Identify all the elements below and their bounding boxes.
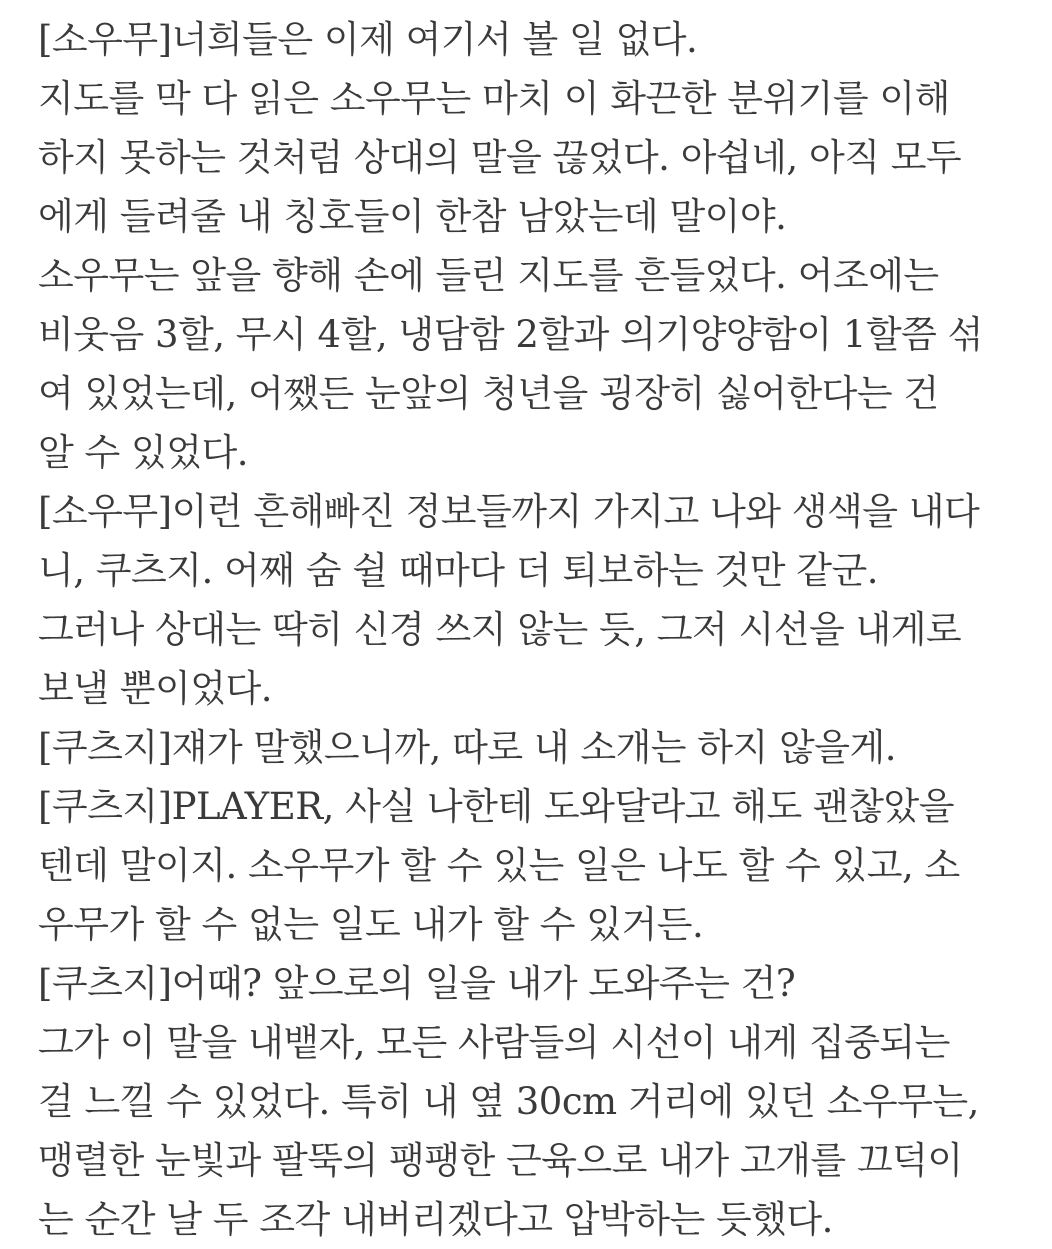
text-line: [쿠츠지]쟤가 말했으니까, 따로 내 소개는 하지 않을게. [38,726,897,769]
text-line: [쿠츠지]PLAYER, 사실 나한테 도와달라고 해도 괜찮았을 [38,785,955,828]
text-line: 보낼 뿐이었다. [38,667,272,710]
text-line: 에게 들려줄 내 칭호들이 한참 남았는데 말이야. [38,195,787,238]
text-line: 걸 느낄 수 있었다. 특히 내 옆 30cm 거리에 있던 소우무는, [38,1080,979,1123]
text-line: [소우무]너희들은 이제 여기서 볼 일 없다. [38,18,698,61]
text-line: 우무가 할 수 없는 일도 내가 할 수 있거든. [38,903,704,946]
text-line: 소우무는 앞을 향해 손에 들린 지도를 흔들었다. 어조에는 [38,254,939,297]
text-line: 비웃음 3할, 무시 4할, 냉담함 2할과 의기양양함이 1할쯤 섞 [38,313,983,356]
story-text-block [38,10,1038,1249]
text-line: 여 있었는데, 어쨌든 눈앞의 청년을 굉장히 싫어한다는 건 [38,372,939,415]
text-line: 그가 이 말을 내뱉자, 모든 사람들의 시선이 내게 집중되는 [38,1021,950,1064]
text-line: [쿠츠지]어때? 앞으로의 일을 내가 도와주는 건? [38,962,796,1005]
text-line: 니, 쿠츠지. 어째 숨 쉴 때마다 더 퇴보하는 것만 같군. [38,549,878,592]
text-line: 그러나 상대는 딱히 신경 쓰지 않는 듯, 그저 시선을 내게로 [38,608,962,651]
text-line: 맹렬한 눈빛과 팔뚝의 팽팽한 근육으로 내가 고개를 끄덕이 [38,1139,963,1182]
text-line: 텐데 말이지. 소우무가 할 수 있는 일은 나도 할 수 있고, 소 [38,844,960,887]
text-line: 는 순간 날 두 조각 내버리겠다고 압박하는 듯했다. [38,1198,833,1241]
text-line: [소우무]이런 흔해빠진 정보들까지 가지고 나와 생색을 내다 [38,490,980,533]
text-line: 지도를 막 다 읽은 소우무는 마치 이 화끈한 분위기를 이해 [38,77,950,120]
text-line: 하지 못하는 것처럼 상대의 말을 끊었다. 아쉽네, 아직 모두 [38,136,962,179]
text-line: 알 수 있었다. [38,431,248,474]
